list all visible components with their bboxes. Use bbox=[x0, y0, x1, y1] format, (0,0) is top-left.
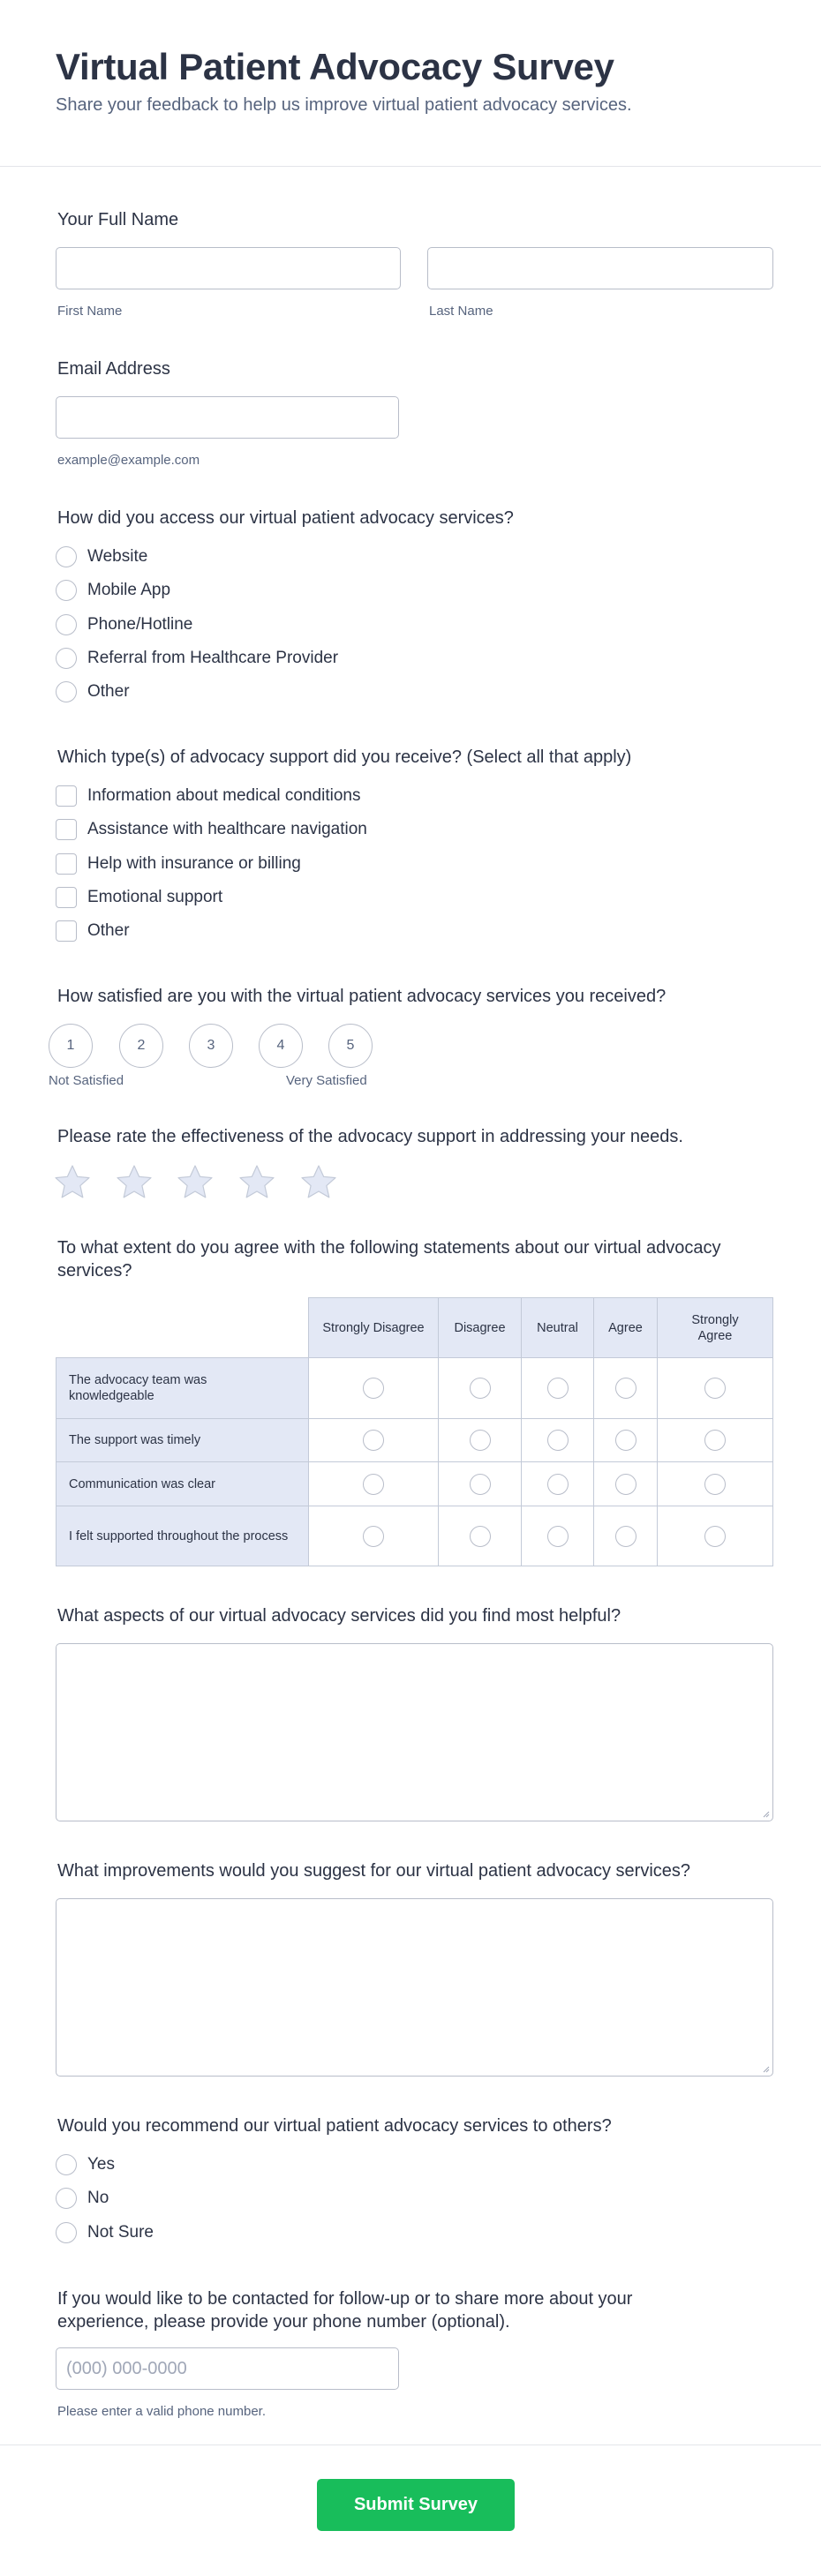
matrix-col-header: Strongly Disagree bbox=[309, 1298, 439, 1358]
matrix-cell[interactable] bbox=[439, 1358, 522, 1419]
phone-input[interactable] bbox=[56, 2347, 399, 2390]
option-label: Information about medical conditions bbox=[87, 786, 361, 805]
option-label: Phone/Hotline bbox=[87, 615, 193, 634]
first-name-sublabel: First Name bbox=[57, 304, 123, 319]
radio-button[interactable] bbox=[56, 2188, 77, 2209]
matrix-cell[interactable] bbox=[309, 1358, 439, 1419]
access-option-referral[interactable] bbox=[56, 646, 338, 671]
matrix-cell[interactable] bbox=[309, 1462, 439, 1506]
star-icon[interactable] bbox=[117, 1165, 152, 1198]
option-label: Assistance with healthcare navigation bbox=[87, 820, 367, 838]
radio-button[interactable] bbox=[56, 546, 77, 567]
radio-button[interactable] bbox=[470, 1378, 491, 1399]
matrix-cell[interactable] bbox=[658, 1462, 773, 1506]
resize-grip-icon[interactable] bbox=[761, 1809, 770, 1818]
matrix-cell[interactable] bbox=[594, 1419, 658, 1462]
radio-button[interactable] bbox=[547, 1526, 569, 1547]
submit-button[interactable]: Submit Survey bbox=[317, 2479, 515, 2531]
matrix-row bbox=[56, 1462, 773, 1506]
matrix-cell[interactable] bbox=[594, 1506, 658, 1566]
radio-button[interactable] bbox=[56, 2154, 77, 2175]
matrix-row-label: The support was timely bbox=[56, 1419, 309, 1462]
matrix-cell[interactable] bbox=[439, 1462, 522, 1506]
recommend-option-no[interactable] bbox=[56, 2186, 109, 2211]
option-label: Mobile App bbox=[87, 581, 171, 599]
access-option-other[interactable] bbox=[56, 680, 130, 704]
radio-button[interactable] bbox=[363, 1474, 384, 1495]
radio-button[interactable] bbox=[547, 1474, 569, 1495]
radio-button[interactable] bbox=[363, 1430, 384, 1451]
radio-button[interactable] bbox=[470, 1474, 491, 1495]
support-option-other[interactable] bbox=[56, 919, 130, 943]
star-icon[interactable] bbox=[301, 1165, 336, 1198]
radio-button[interactable] bbox=[704, 1430, 726, 1451]
checkbox[interactable] bbox=[56, 819, 77, 840]
matrix-col-header: Neutral bbox=[522, 1298, 594, 1358]
option-label: Yes bbox=[87, 2155, 115, 2174]
matrix-corner bbox=[56, 1298, 309, 1358]
star-icon[interactable] bbox=[55, 1165, 90, 1198]
radio-button[interactable] bbox=[56, 681, 77, 702]
scale-option-2[interactable]: 2 bbox=[119, 1024, 163, 1068]
scale-option-3[interactable]: 3 bbox=[189, 1024, 233, 1068]
radio-button[interactable] bbox=[704, 1526, 726, 1547]
recommend-option-not-sure[interactable] bbox=[56, 2220, 154, 2245]
email-label: Email Address bbox=[57, 359, 170, 379]
matrix-cell[interactable] bbox=[522, 1462, 594, 1506]
scale-high-label: Very Satisfied bbox=[286, 1073, 367, 1088]
radio-button[interactable] bbox=[615, 1526, 636, 1547]
radio-button[interactable] bbox=[615, 1474, 636, 1495]
radio-button[interactable] bbox=[615, 1430, 636, 1451]
scale-option-1[interactable]: 1 bbox=[49, 1024, 93, 1068]
radio-button[interactable] bbox=[363, 1378, 384, 1399]
improvements-textarea[interactable] bbox=[56, 1898, 773, 2077]
radio-button[interactable] bbox=[56, 614, 77, 635]
matrix-cell[interactable] bbox=[658, 1358, 773, 1419]
phone-placeholder: (000) 000-0000 bbox=[66, 2359, 187, 2378]
satisfaction-question-label: How satisfied are you with the virtual patient advocacy services you received? bbox=[57, 987, 667, 1006]
option-label: No bbox=[87, 2189, 109, 2207]
phone-question-label: If you would like to be contacted for follow-up or to share more about your experience, please provide your phone number (optional). bbox=[57, 2289, 633, 2332]
matrix-cell[interactable] bbox=[522, 1506, 594, 1566]
option-label: Help with insurance or billing bbox=[87, 854, 301, 873]
support-option-medical-info[interactable] bbox=[56, 784, 360, 808]
access-option-phone-hotline[interactable] bbox=[56, 612, 192, 637]
scale-low-label: Not Satisfied bbox=[49, 1073, 124, 1088]
support-type-question-label: Which type(s) of advocacy support did you receive? (Select all that apply) bbox=[57, 747, 632, 767]
checkbox[interactable] bbox=[56, 853, 77, 875]
helpful-question-label: What aspects of our virtual advocacy services did you find most helpful? bbox=[57, 1606, 621, 1626]
last-name-input[interactable] bbox=[427, 247, 773, 289]
matrix-cell[interactable] bbox=[522, 1358, 594, 1419]
option-label: Referral from Healthcare Provider bbox=[87, 649, 339, 667]
matrix-cell[interactable] bbox=[658, 1506, 773, 1566]
first-name-input[interactable] bbox=[56, 247, 401, 289]
radio-button[interactable] bbox=[56, 580, 77, 601]
agreement-question-label: To what extent do you agree with the following statements about our virtual advocacy services? bbox=[57, 1238, 721, 1280]
access-option-mobile-app[interactable] bbox=[56, 578, 170, 603]
matrix-row bbox=[56, 1419, 773, 1462]
matrix-row-label: Communication was clear bbox=[56, 1462, 309, 1506]
matrix-row bbox=[56, 1358, 773, 1419]
radio-button[interactable] bbox=[615, 1378, 636, 1399]
matrix-cell[interactable] bbox=[594, 1358, 658, 1419]
option-label: Other bbox=[87, 921, 130, 940]
radio-button[interactable] bbox=[56, 648, 77, 669]
matrix-row-label: I felt supported throughout the process bbox=[56, 1506, 309, 1566]
email-input[interactable] bbox=[56, 396, 399, 439]
star-icon[interactable] bbox=[239, 1165, 275, 1198]
checkbox[interactable] bbox=[56, 785, 77, 807]
radio-button[interactable] bbox=[704, 1378, 726, 1399]
option-label: Website bbox=[87, 547, 148, 566]
email-sublabel: example@example.com bbox=[57, 453, 200, 468]
matrix-cell[interactable] bbox=[309, 1419, 439, 1462]
support-option-emotional[interactable] bbox=[56, 885, 222, 910]
resize-grip-icon[interactable] bbox=[761, 2064, 770, 2073]
improvements-question-label: What improvements would you suggest for our virtual patient advocacy services? bbox=[57, 1861, 691, 1881]
access-question-label: How did you access our virtual patient advocacy services? bbox=[57, 508, 514, 528]
radio-button[interactable] bbox=[56, 2222, 77, 2243]
phone-sublabel: Please enter a valid phone number. bbox=[57, 2404, 266, 2419]
form-header bbox=[0, 0, 821, 167]
access-option-website[interactable] bbox=[56, 544, 147, 569]
recommend-question-label: Would you recommend our virtual patient advocacy services to others? bbox=[57, 2116, 612, 2136]
agreement-matrix bbox=[56, 1297, 773, 1566]
form-title: Virtual Patient Advocacy Survey bbox=[56, 46, 614, 87]
effectiveness-question-label: Please rate the effectiveness of the advocacy support in addressing your needs. bbox=[57, 1127, 683, 1146]
matrix-cell[interactable] bbox=[658, 1419, 773, 1462]
radio-button[interactable] bbox=[704, 1474, 726, 1495]
radio-button[interactable] bbox=[363, 1526, 384, 1547]
matrix-col-header: Strongly Agree bbox=[658, 1298, 773, 1358]
scale-option-5[interactable]: 5 bbox=[328, 1024, 373, 1068]
matrix-cell[interactable] bbox=[309, 1506, 439, 1566]
checkbox[interactable] bbox=[56, 920, 77, 942]
recommend-option-yes[interactable] bbox=[56, 2152, 115, 2177]
helpful-textarea[interactable] bbox=[56, 1643, 773, 1821]
matrix-cell[interactable] bbox=[439, 1506, 522, 1566]
matrix-col-header: Agree bbox=[594, 1298, 658, 1358]
checkbox[interactable] bbox=[56, 887, 77, 908]
matrix-cell[interactable] bbox=[522, 1419, 594, 1462]
radio-button[interactable] bbox=[470, 1430, 491, 1451]
radio-button[interactable] bbox=[470, 1526, 491, 1547]
matrix-header-row bbox=[56, 1298, 773, 1358]
last-name-sublabel: Last Name bbox=[429, 304, 493, 319]
radio-button[interactable] bbox=[547, 1430, 569, 1451]
matrix-cell[interactable] bbox=[439, 1419, 522, 1462]
support-option-insurance[interactable] bbox=[56, 852, 301, 876]
matrix-cell[interactable] bbox=[594, 1462, 658, 1506]
scale-option-4[interactable]: 4 bbox=[259, 1024, 303, 1068]
matrix-row-label: The advocacy team was knowledgeable bbox=[56, 1358, 309, 1419]
full-name-label: Your Full Name bbox=[57, 210, 179, 229]
option-label: Other bbox=[87, 682, 130, 701]
star-icon[interactable] bbox=[177, 1165, 213, 1198]
form-subtitle: Share your feedback to help us improve virtual patient advocacy services. bbox=[56, 95, 632, 115]
matrix-row bbox=[56, 1506, 773, 1566]
support-option-navigation[interactable] bbox=[56, 817, 367, 842]
matrix-col-header: Disagree bbox=[439, 1298, 522, 1358]
option-label: Not Sure bbox=[87, 2223, 154, 2242]
option-label: Emotional support bbox=[87, 888, 223, 906]
radio-button[interactable] bbox=[547, 1378, 569, 1399]
